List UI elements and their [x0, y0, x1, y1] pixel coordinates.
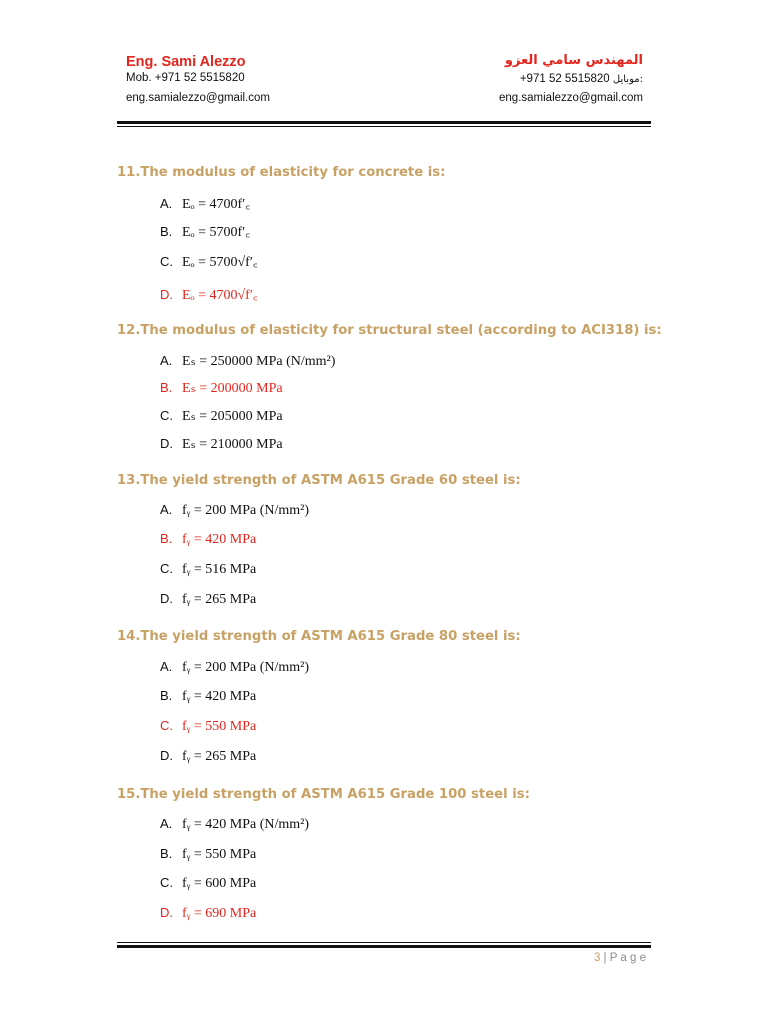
option-11-a: A. Eₒ = 4700f′꜀ [160, 196, 251, 212]
mobile-number: +971 52 5515820 [519, 73, 610, 85]
footer-rule-thick [117, 945, 651, 948]
option-15-d: D. fᵧ = 690 MPa [160, 905, 257, 921]
option-15-b: B. fᵧ = 550 MPa [160, 846, 257, 862]
question-13: 13.The yield strength of ASTM A615 Grade 60 steel is: [117, 473, 521, 488]
question-14: 14.The yield strength of ASTM A615 Grade 80 steel is: [117, 629, 521, 644]
option-15-c: C. fᵧ = 600 MPa [160, 875, 257, 891]
option-12-a: A. Eₛ = 250000 MPa (N/mm²) [160, 353, 336, 369]
author-name-arabic: المهندس سامي العزو [504, 53, 643, 68]
page-label: P a g e [609, 952, 646, 964]
question-11: 11.The modulus of elasticity for concrete is: [117, 165, 446, 180]
option-13-d: D. fᵧ = 265 MPa [160, 591, 257, 607]
option-13-a: A. fᵧ = 200 MPa (N/mm²) [160, 502, 310, 518]
page-number: 3 [593, 952, 601, 964]
author-email: eng.samialezzo@gmail.com [126, 92, 270, 104]
header-rule-thin [117, 126, 651, 127]
question-12: 12.The modulus of elasticity for structural steel (according to ACI318) is: [117, 323, 662, 338]
option-15-a: A. fᵧ = 420 MPa (N/mm²) [160, 816, 310, 832]
option-14-d: D. fᵧ = 265 MPa [160, 748, 257, 764]
option-14-a: A. fᵧ = 200 MPa (N/mm²) [160, 659, 310, 675]
option-14-b: B. fᵧ = 420 MPa [160, 688, 257, 704]
option-11-b: B. Eₒ = 5700f′꜀ [160, 224, 251, 240]
author-email-right: eng.samialezzo@gmail.com [499, 92, 643, 104]
author-mobile: Mob. +971 52 5515820 [126, 72, 245, 84]
option-11-d: D. Eₒ = 4700√f′꜀ [160, 287, 258, 303]
header-rule-thick [117, 121, 651, 124]
option-12-d: D. Eₛ = 210000 MPa [160, 436, 283, 452]
page-separator: | [603, 952, 607, 964]
option-13-c: C. fᵧ = 516 MPa [160, 561, 257, 577]
footer-rule-thin [117, 942, 651, 943]
option-14-c: C. fᵧ = 550 MPa [160, 718, 257, 734]
option-11-c: C. Eₒ = 5700√f′꜀ [160, 254, 258, 270]
option-12-b: B. Eₛ = 200000 MPa [160, 380, 283, 396]
option-12-c: C. Eₛ = 205000 MPa [160, 408, 283, 424]
question-15: 15.The yield strength of ASTM A615 Grade 100 steel is: [117, 787, 530, 802]
author-mobile-arabic [520, 73, 643, 85]
option-13-b: B. fᵧ = 420 MPa [160, 531, 257, 547]
author-name: Eng. Sami Alezzo [126, 54, 246, 70]
page-footer [594, 952, 646, 964]
mobile-label-arabic: موبايل: [612, 74, 643, 85]
